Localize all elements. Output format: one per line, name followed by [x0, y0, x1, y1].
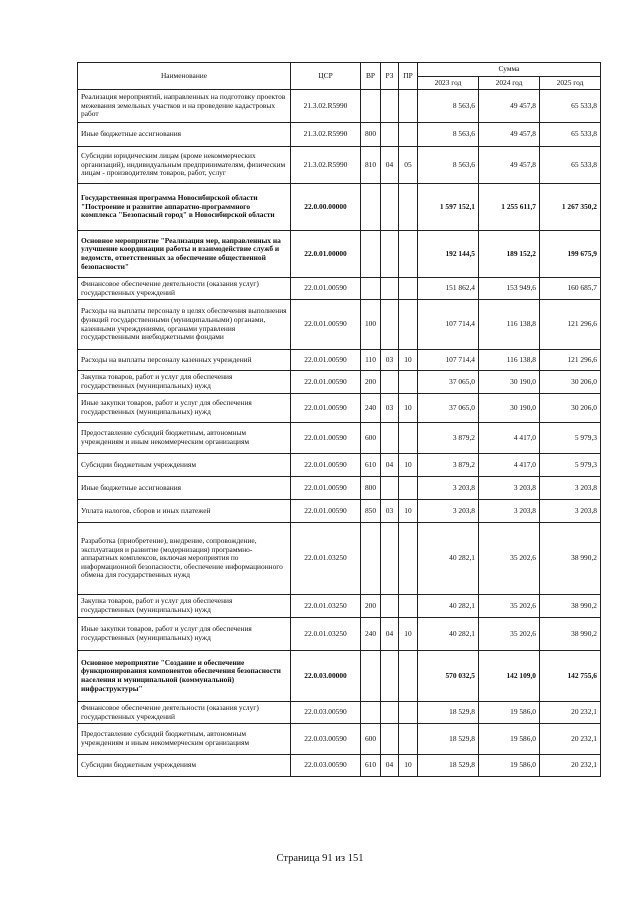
- cell-rz: 04: [381, 147, 399, 184]
- cell-rz: [381, 300, 399, 350]
- cell-y2025: 142 755,6: [540, 651, 601, 702]
- cell-csr: 22.0.01.00590: [291, 371, 361, 394]
- cell-y2025: 5 979,3: [540, 423, 601, 454]
- table-row: [78, 350, 601, 371]
- cell-pr: [399, 90, 418, 123]
- cell-csr: 22.0.01.03250: [291, 523, 361, 595]
- header-2023: 2023 год: [418, 77, 479, 90]
- cell-y2025: 5 979,3: [540, 454, 601, 477]
- table-row: [78, 755, 601, 777]
- cell-y2023: 18 529,8: [418, 755, 479, 777]
- header-pr: ПР: [399, 63, 418, 90]
- cell-y2023: 1 597 152,1: [418, 184, 479, 231]
- cell-csr: 22.0.03.00590: [291, 702, 361, 724]
- cell-vr: [361, 90, 381, 123]
- cell-rz: [381, 278, 399, 300]
- cell-y2023: 3 203,8: [418, 477, 479, 500]
- cell-pr: [399, 651, 418, 702]
- budget-table: [77, 62, 601, 777]
- cell-csr: 22.0.01.03250: [291, 618, 361, 651]
- cell-pr: [399, 371, 418, 394]
- cell-csr: 22.0.03.00590: [291, 724, 361, 755]
- cell-name: Основное мероприятие "Создание и обеспечение функционирования компонентов обеспечения безопасности населения и муниципальной (коммунальной) инфраструктуры": [78, 651, 291, 702]
- cell-csr: 22.0.00.00000: [291, 184, 361, 231]
- table-body: [78, 90, 601, 777]
- cell-pr: 10: [399, 350, 418, 371]
- table-row: [78, 394, 601, 423]
- cell-y2024: 19 586,0: [479, 702, 540, 724]
- cell-y2023: 40 282,1: [418, 595, 479, 618]
- cell-y2024: 3 203,8: [479, 477, 540, 500]
- cell-vr: [361, 702, 381, 724]
- cell-y2025: 30 206,0: [540, 394, 601, 423]
- cell-y2025: 38 990,2: [540, 595, 601, 618]
- cell-pr: 10: [399, 500, 418, 523]
- cell-name: Основное мероприятие "Реализация мер, направленных на улучшение координации работы и взаимодействие служб и ведомств, ответственных за обеспечение общественной безопасности": [78, 231, 291, 278]
- cell-csr: 22.0.03.00590: [291, 755, 361, 777]
- table-row: [78, 123, 601, 147]
- cell-vr: 100: [361, 300, 381, 350]
- cell-y2025: 1 267 350,2: [540, 184, 601, 231]
- cell-y2025: 65 533,8: [540, 123, 601, 147]
- cell-rz: 04: [381, 618, 399, 651]
- cell-pr: [399, 300, 418, 350]
- cell-csr: 22.0.01.00590: [291, 394, 361, 423]
- cell-y2023: 192 144,5: [418, 231, 479, 278]
- cell-pr: [399, 477, 418, 500]
- cell-csr: 22.0.01.00590: [291, 278, 361, 300]
- cell-y2024: 19 586,0: [479, 724, 540, 755]
- cell-rz: 03: [381, 394, 399, 423]
- cell-vr: 600: [361, 423, 381, 454]
- cell-y2025: 160 685,7: [540, 278, 601, 300]
- cell-csr: 21.3.02.R5990: [291, 147, 361, 184]
- cell-y2023: 3 879,2: [418, 454, 479, 477]
- cell-y2024: 35 202,6: [479, 523, 540, 595]
- cell-name: Иные бюджетные ассигнования: [78, 477, 291, 500]
- cell-pr: [399, 123, 418, 147]
- cell-y2025: 3 203,8: [540, 500, 601, 523]
- cell-csr: 21.3.02.R5990: [291, 123, 361, 147]
- cell-y2023: 8 563,6: [418, 147, 479, 184]
- cell-y2023: 37 065,0: [418, 371, 479, 394]
- cell-vr: 850: [361, 500, 381, 523]
- cell-y2023: 107 714,4: [418, 350, 479, 371]
- header-name: Наименование: [78, 63, 291, 90]
- cell-rz: [381, 231, 399, 278]
- cell-y2023: 3 203,8: [418, 500, 479, 523]
- cell-y2025: 30 206,0: [540, 371, 601, 394]
- cell-y2025: 121 296,6: [540, 350, 601, 371]
- cell-rz: [381, 123, 399, 147]
- cell-pr: 10: [399, 618, 418, 651]
- cell-y2023: 18 529,8: [418, 724, 479, 755]
- cell-y2024: 35 202,6: [479, 618, 540, 651]
- table-row: [78, 371, 601, 394]
- cell-rz: [381, 651, 399, 702]
- cell-y2024: 30 190,0: [479, 371, 540, 394]
- cell-name: Субсидии бюджетным учреждениям: [78, 755, 291, 777]
- cell-csr: 22.0.01.00590: [291, 500, 361, 523]
- cell-vr: [361, 231, 381, 278]
- cell-pr: [399, 231, 418, 278]
- table-row: [78, 618, 601, 651]
- cell-y2024: 49 457,8: [479, 123, 540, 147]
- header-vr: ВР: [361, 63, 381, 90]
- header-sum: Сумма: [418, 63, 601, 77]
- table-row: [78, 724, 601, 755]
- cell-vr: [361, 523, 381, 595]
- cell-csr: 22.0.01.00590: [291, 300, 361, 350]
- cell-y2024: 49 457,8: [479, 90, 540, 123]
- cell-rz: [381, 423, 399, 454]
- cell-pr: 10: [399, 454, 418, 477]
- cell-vr: 810: [361, 147, 381, 184]
- cell-y2025: 38 990,2: [540, 523, 601, 595]
- cell-name: Финансовое обеспечение деятельности (оказания услуг) государственных учреждений: [78, 702, 291, 724]
- cell-pr: [399, 702, 418, 724]
- cell-name: Расходы на выплаты персоналу в целях обеспечения выполнения функций государственными (муниципальными) органами, казенными учреждениями, органами управления государственными внебюджетными фондами: [78, 300, 291, 350]
- cell-y2024: 35 202,6: [479, 595, 540, 618]
- cell-name: Закупка товаров, работ и услуг для обеспечения государственных (муниципальных) нужд: [78, 371, 291, 394]
- cell-y2025: 3 203,8: [540, 477, 601, 500]
- cell-name: Предоставление субсидий бюджетным, автономным учреждениям и иным некоммерческим организациям: [78, 724, 291, 755]
- cell-y2025: 20 232,1: [540, 702, 601, 724]
- cell-y2025: 20 232,1: [540, 724, 601, 755]
- cell-pr: [399, 278, 418, 300]
- table-row: [78, 300, 601, 350]
- cell-name: Предоставление субсидий бюджетным, автономным учреждениям и иным некоммерческим организациям: [78, 423, 291, 454]
- cell-rz: [381, 477, 399, 500]
- table-row: [78, 454, 601, 477]
- cell-y2023: 570 032,5: [418, 651, 479, 702]
- cell-vr: 610: [361, 454, 381, 477]
- cell-y2024: 189 152,2: [479, 231, 540, 278]
- cell-rz: [381, 724, 399, 755]
- cell-pr: [399, 423, 418, 454]
- cell-y2024: 19 586,0: [479, 755, 540, 777]
- table-row: [78, 651, 601, 702]
- table-row: [78, 423, 601, 454]
- cell-vr: [361, 184, 381, 231]
- cell-name: Разработка (приобретение), внедрение, сопровождение, эксплуатация и развитие (модернизация) программно-аппаратных комплексов, включая мероприятия по информационной безопасности, обеспечение информационного обмена для государственных нужд: [78, 523, 291, 595]
- table-row: [78, 500, 601, 523]
- cell-vr: 200: [361, 595, 381, 618]
- cell-y2023: 40 282,1: [418, 618, 479, 651]
- cell-y2023: 107 714,4: [418, 300, 479, 350]
- header-csr: ЦСР: [291, 63, 361, 90]
- cell-name: Финансовое обеспечение деятельности (оказания услуг) государственных учреждений: [78, 278, 291, 300]
- cell-y2024: 142 109,0: [479, 651, 540, 702]
- cell-vr: 800: [361, 123, 381, 147]
- table-row: [78, 278, 601, 300]
- cell-y2024: 1 255 611,7: [479, 184, 540, 231]
- table-row: [78, 231, 601, 278]
- cell-y2023: 40 282,1: [418, 523, 479, 595]
- cell-vr: 610: [361, 755, 381, 777]
- cell-y2025: 199 675,9: [540, 231, 601, 278]
- cell-rz: [381, 90, 399, 123]
- cell-y2024: 3 203,8: [479, 500, 540, 523]
- table-row: [78, 147, 601, 184]
- cell-vr: 200: [361, 371, 381, 394]
- table-row: [78, 184, 601, 231]
- cell-name: Реализация мероприятий, направленных на подготовку проектов межевания земельных участков и на проведение кадастровых работ: [78, 90, 291, 123]
- cell-name: Государственная программа Новосибирской области "Построение и развитие аппаратно-программного комплекса "Безопасный город" в Новосибирской области: [78, 184, 291, 231]
- cell-y2023: 37 065,0: [418, 394, 479, 423]
- cell-pr: [399, 184, 418, 231]
- table-row: [78, 702, 601, 724]
- header-2025: 2025 год: [540, 77, 601, 90]
- cell-name: Иные закупки товаров, работ и услуг для обеспечения государственных (муниципальных) нужд: [78, 394, 291, 423]
- cell-name: Закупка товаров, работ и услуг для обеспечения государственных (муниципальных) нужд: [78, 595, 291, 618]
- cell-csr: 22.0.01.00590: [291, 477, 361, 500]
- cell-csr: 22.0.01.00000: [291, 231, 361, 278]
- cell-rz: 03: [381, 350, 399, 371]
- cell-y2023: 18 529,8: [418, 702, 479, 724]
- cell-y2024: 4 417,0: [479, 423, 540, 454]
- cell-csr: 21.3.02.R5990: [291, 90, 361, 123]
- cell-rz: [381, 523, 399, 595]
- cell-vr: [361, 278, 381, 300]
- cell-y2025: 65 533,8: [540, 90, 601, 123]
- cell-y2024: 153 949,6: [479, 278, 540, 300]
- table-row: [78, 477, 601, 500]
- cell-rz: 04: [381, 755, 399, 777]
- cell-csr: 22.0.01.00590: [291, 423, 361, 454]
- cell-y2024: 116 138,8: [479, 350, 540, 371]
- cell-name: Иные закупки товаров, работ и услуг для обеспечения государственных (муниципальных) нужд: [78, 618, 291, 651]
- cell-name: Субсидии бюджетным учреждениям: [78, 454, 291, 477]
- cell-name: Уплата налогов, сборов и иных платежей: [78, 500, 291, 523]
- cell-y2024: 49 457,8: [479, 147, 540, 184]
- table-row: [78, 595, 601, 618]
- cell-vr: 240: [361, 618, 381, 651]
- page-number: Страница 91 из 151: [276, 853, 364, 864]
- header-rz: РЗ: [381, 63, 399, 90]
- cell-vr: [361, 651, 381, 702]
- cell-rz: [381, 184, 399, 231]
- cell-y2023: 151 862,4: [418, 278, 479, 300]
- cell-vr: 600: [361, 724, 381, 755]
- cell-name: Иные бюджетные ассигнования: [78, 123, 291, 147]
- cell-csr: 22.0.01.03250: [291, 595, 361, 618]
- cell-y2023: 8 563,6: [418, 123, 479, 147]
- cell-csr: 22.0.01.00590: [291, 454, 361, 477]
- header-2024: 2024 год: [479, 77, 540, 90]
- cell-pr: 05: [399, 147, 418, 184]
- cell-rz: 03: [381, 500, 399, 523]
- cell-rz: [381, 702, 399, 724]
- cell-y2025: 65 533,8: [540, 147, 601, 184]
- cell-csr: 22.0.01.00590: [291, 350, 361, 371]
- cell-y2025: 20 232,1: [540, 755, 601, 777]
- cell-vr: 110: [361, 350, 381, 371]
- table-row: [78, 90, 601, 123]
- cell-y2024: 30 190,0: [479, 394, 540, 423]
- cell-vr: 240: [361, 394, 381, 423]
- cell-csr: 22.0.03.00000: [291, 651, 361, 702]
- cell-pr: 10: [399, 394, 418, 423]
- cell-y2024: 4 417,0: [479, 454, 540, 477]
- cell-pr: 10: [399, 755, 418, 777]
- cell-name: Расходы на выплаты персоналу казенных учреждений: [78, 350, 291, 371]
- cell-y2023: 8 563,6: [418, 90, 479, 123]
- cell-y2024: 116 138,8: [479, 300, 540, 350]
- table-row: [78, 523, 601, 595]
- cell-y2023: 3 879,2: [418, 423, 479, 454]
- cell-y2025: 121 296,6: [540, 300, 601, 350]
- cell-pr: [399, 724, 418, 755]
- cell-pr: [399, 523, 418, 595]
- cell-rz: [381, 371, 399, 394]
- cell-vr: 800: [361, 477, 381, 500]
- cell-rz: 04: [381, 454, 399, 477]
- cell-y2025: 38 990,2: [540, 618, 601, 651]
- cell-pr: [399, 595, 418, 618]
- cell-rz: [381, 595, 399, 618]
- cell-name: Субсидии юридическим лицам (кроме некоммерческих организаций), индивидуальным предпринимателям, физическим лицам - производителям товаров, работ, услуг: [78, 147, 291, 184]
